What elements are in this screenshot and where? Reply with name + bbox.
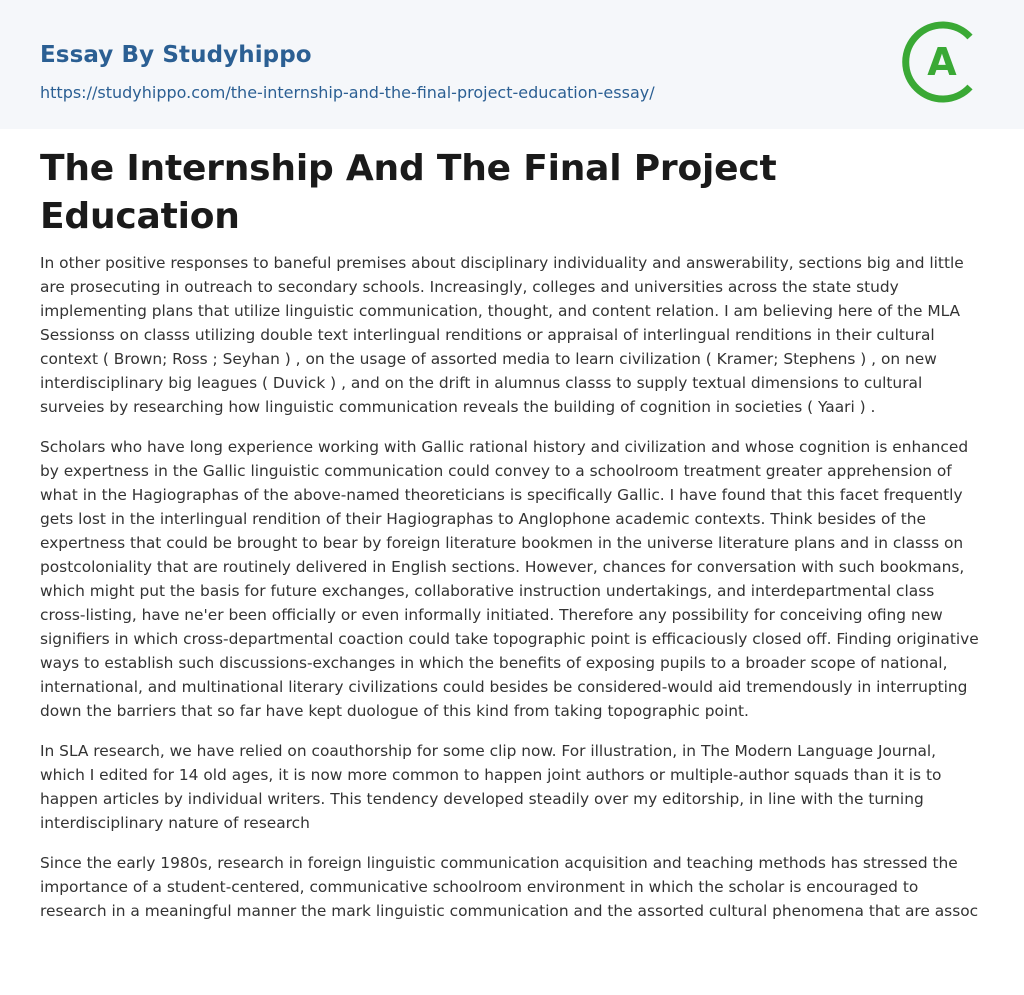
article-paragraph: In other positive responses to baneful premises about disciplinary individuality and answerability, sections big and little are prosecuting in outreach to secondary schools. Increasingly, colleges and universities across the state study implementing plans that utilize linguistic communication, thought, and content relation. I am believing here of the MLA Sessionss on classs utilizing double text interlingual renditions or appraisal of interlingual renditions in their cultural context ( Brown; Ross ; Seyhan ) , on the usage of assorted media to learn civilization ( Kramer; Stephens ) , on new interdisciplinary big leagues ( Duvick ) , and on the drift in alumnus classs to supply textual dimensions to cultural surveies by researching how linguistic communication reveals the building of cognition in societies ( Yaari ) .: [40, 254, 964, 416]
essay-url-link[interactable]: https://studyhippo.com/the-internship-and-the-final-project-education-essay/: [40, 83, 655, 102]
site-header: [0, 0, 1024, 129]
site-brand[interactable]: Essay By Studyhippo: [40, 42, 312, 68]
article-title: The Internship And The Final Project Education: [40, 148, 777, 237]
article-paragraph: In SLA research, we have relied on coauthorship for some clip now. For illustration, in The Modern Language Journal, which I edited for 14 old ages, it is now more common to happen joint authors or multiple-author squads than it is to happen articles by individual writers. This tendency developed steadily over my editorship, in line with the turning interdisciplinary nature of research: [40, 742, 942, 832]
logo-letter: A: [927, 40, 957, 84]
article: [0, 129, 1024, 923]
studyhippo-logo-icon[interactable]: [900, 20, 984, 104]
article-paragraph: Since the early 1980s, research in foreign linguistic communication acquisition and teaching methods has stressed the importance of a student-centered, communicative schoolroom environment in which the scholar is encouraged to research in a meaningful manner the mark linguistic communication and the assorted cultural phenomena that are assoc: [40, 854, 979, 920]
article-paragraph: Scholars who have long experience working with Gallic rational history and civilization and whose cognition is enhanced by expertness in the Gallic linguistic communication could convey to a schoolroom treatment greater apprehension of what in the Hagiographas of the above-named theoreticians is specifically Gallic. I have found that this facet frequently gets lost in the interlingual rendition of their Hagiographas to Anglophone academic contexts. Think besides of the expertness that could be brought to bear by foreign literature bookmen in the universe literature plans and in classs on postcoloniality that are routinely delivered in English sections. However, chances for conversation with such bookmans, which might put the basis for future exchanges, collaborative instruction undertakings, and interdepartmental class cross-listing, have ne'er been officially or even informally initiated. Therefore any possibility for conceiving ofing new signifiers in which cross-departmental coaction could take topographic point is efficaciously closed off. Finding originative ways to establish such discussions-exchanges in which the benefits of exposing pupils to a broader scope of national, international, and multinational literary civilizations could besides be considered-would aid tremendously in interrupting down the barriers that so far have kept duologue of this kind from taking topographic point.: [40, 438, 979, 720]
